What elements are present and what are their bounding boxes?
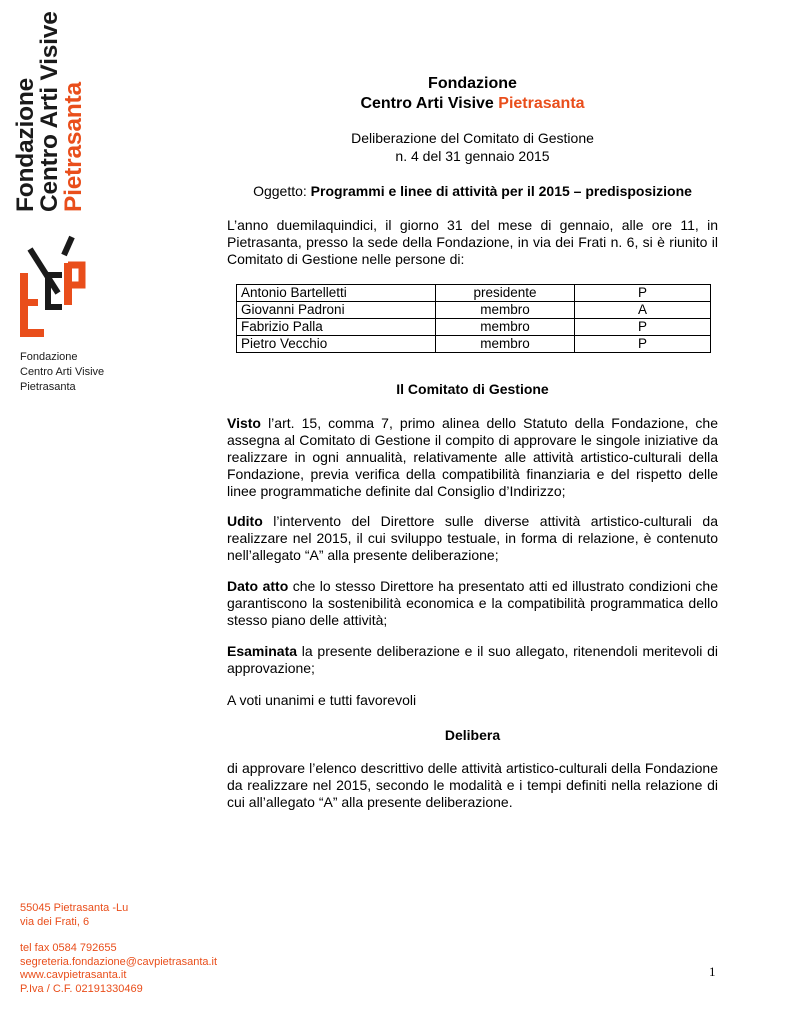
udito-paragraph — [227, 513, 718, 564]
visto-text: l’art. 15, comma 7, primo alinea dello Statuto della Fondazione, che assegna al Comitato di Gestione il compito di approvare le singole iniziative da realizzare in ogni annualità, relativamente alle attività artistico-culturali della Fondazione, previa verifica della compatibilità finanziaria e del rispetto delle linee programmatiche definite dal Consiglio d’Indirizzo; — [227, 415, 718, 499]
sidebar-vertical-title — [14, 11, 86, 212]
dato-atto-paragraph — [227, 578, 718, 629]
subject-text: Programmi e linee di attività per il 2015 – predisposizione — [310, 183, 692, 199]
member-role: presidente — [436, 285, 575, 302]
caption-line: Centro Arti Visive — [20, 366, 105, 378]
esaminata-paragraph — [227, 643, 718, 677]
caption-line: Pietrasanta — [20, 381, 76, 393]
contact-website[interactable]: www.cavpietrasanta.it — [20, 969, 127, 981]
member-role: membro — [436, 336, 575, 353]
title-line-2 — [227, 94, 718, 114]
member-name: Fabrizio Palla — [237, 319, 436, 336]
intro-paragraph: L’anno duemilaquindici, il giorno 31 del mese di gennaio, alle ore 11, in Pietrasanta, presso la sede della Fondazione, in via dei Frati n. 6, si è riunito il Comitato di Gestione nelle persone di: — [227, 217, 718, 267]
table-row — [237, 285, 711, 302]
page-title — [227, 74, 718, 114]
caption-line: Fondazione — [20, 351, 78, 363]
member-name: Antonio Bartelletti — [237, 285, 436, 302]
fcavp-logo-icon — [18, 235, 88, 339]
dato-atto-text: che lo stesso Direttore ha presentato atti ed illustrato condizioni che garantiscono la sostenibilità economica e la compatibilità programmatica dello stesso piano delle attività; — [227, 578, 718, 628]
title-line-1: Fondazione — [428, 75, 517, 92]
table-row — [237, 336, 711, 353]
voti-paragraph: A voti unanimi e tutti favorevoli — [227, 692, 417, 708]
deliberation-line-2: n. 4 del 31 gennaio 2015 — [395, 148, 550, 164]
contact-vat: P.Iva / C.F. 02191330469 — [20, 982, 143, 995]
member-name: Giovanni Padroni — [237, 302, 436, 319]
member-presence: P — [575, 319, 711, 336]
esaminata-lead: Esaminata — [227, 643, 298, 659]
vertical-title-line-2: Centro Arti Visive — [36, 11, 63, 212]
contact-address-1: 55045 Pietrasanta -Lu — [20, 902, 129, 914]
table-row — [237, 302, 711, 319]
delibera-heading: Delibera — [444, 727, 501, 743]
title-line-2-black: Centro Arti Visive — [360, 95, 494, 112]
contact-address-2: via dei Frati, 6 — [20, 915, 90, 928]
page-number: 1 — [709, 964, 716, 979]
vertical-title-line-1: Fondazione — [12, 77, 39, 212]
member-presence: A — [575, 302, 711, 319]
table-row — [237, 319, 711, 336]
deliberation-line-1: Deliberazione del Comitato di Gestione — [351, 130, 594, 146]
contact-block — [20, 902, 217, 996]
title-line-2-orange: Pietrasanta — [498, 95, 585, 112]
member-presence: P — [575, 285, 711, 302]
contact-phone: tel fax 0584 792655 — [20, 942, 117, 954]
esaminata-text: la presente deliberazione e il suo allegato, ritenendoli meritevoli di approvazione; — [227, 643, 718, 676]
udito-text: l’intervento del Direttore sulle diverse attività artistico-culturali da realizzare nel 2015, il cui sviluppo testuale, in forma di relazione, è contenuto nell’allegato “A” alla presente deliberazione; — [227, 513, 718, 563]
udito-lead: Udito — [227, 513, 263, 529]
member-presence: P — [575, 336, 711, 353]
dato-atto-lead: Dato atto — [227, 578, 289, 594]
member-name: Pietro Vecchio — [237, 336, 436, 353]
members-table — [236, 284, 711, 353]
delibera-paragraph: di approvare l’elenco descrittivo delle attività artistico-culturali della Fondazione da realizzare nel 2015, secondo le modalità e i tempi definiti nella relazione di cui all’allegato “A” alla presente deliberazione. — [227, 760, 718, 810]
deliberation-subtitle — [227, 129, 718, 165]
committee-heading: Il Comitato di Gestione — [396, 381, 549, 397]
visto-paragraph — [227, 415, 718, 500]
subject-label: Oggetto: — [253, 183, 307, 199]
member-role: membro — [436, 302, 575, 319]
vertical-title-line-3: Pietrasanta — [60, 82, 87, 212]
contact-email[interactable]: segreteria.fondazione@cavpietrasanta.it — [20, 955, 218, 968]
sidebar-caption — [20, 350, 104, 395]
member-role: membro — [436, 319, 575, 336]
subject-line — [227, 182, 718, 200]
visto-lead: Visto — [227, 415, 261, 431]
